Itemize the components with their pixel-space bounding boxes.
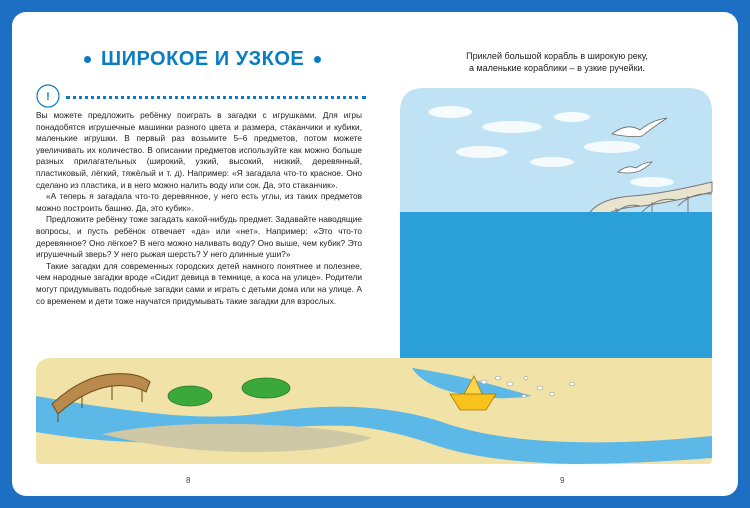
wide-river — [400, 212, 712, 358]
task-caption — [452, 50, 662, 74]
page-number-right: 9 — [560, 476, 565, 485]
book-spread — [12, 12, 738, 496]
paragraph: «А теперь я загадала что-то деревянное, у него есть углы, из таких предметов можно построить башню. Да, это кубик». — [36, 191, 362, 213]
body-text — [36, 110, 362, 307]
title-bullet-right — [314, 56, 321, 63]
paragraph: Такие загадки для современных городских детей намного понятнее и полезнее, чем народные загадки вроде «Сидит девица в темнице, а коса на улице». Родители могут придумывать подобные загадки сами и играть с детьми дома или на улице. А со временем и дети тоже научатся придумывать такие загадки для взрослых. — [36, 260, 362, 306]
svg-text:!: ! — [46, 91, 50, 103]
for-adults-badge-icon — [36, 84, 60, 108]
dotted-divider — [66, 96, 366, 99]
page-title-row — [84, 48, 321, 71]
title-bullet-left — [84, 56, 91, 63]
paragraph: Вы можете предложить ребёнку поиграть в загадки с игрушками. Для игры понадобятся игрушечные машинки разного цвета и размера, стаканчики и кубики, маленькие игрушки. В первый раз возьмите 5–6 предметов, потом можете увеличивать их количество. В описании предметов используйте как можно больше разных прилагательных (широкий, узкий, высокий, низкий, деревянный, пластиковый, лёгкий, тяжёлый и т. д). Например: «Я загадала что-то красное. Оно сделано из пластика, и в него можно налить воду или сок. Да, это стаканчик». — [36, 110, 362, 190]
paragraph: Предложите ребёнку тоже загадать какой-нибудь предмет. Задавайте наводящие вопросы, и пусть ребёнок отвечает «да» или «нет». Например: «Это что-то деревянное? Оно лёгкое? В него можно наливать воду? Оно выше, чем кубик? Это игрушечный зверь? У него рыжая шерсть? У него длинные уши?» — [36, 214, 362, 260]
page-title: ШИРОКОЕ И УЗКОЕ — [101, 48, 305, 70]
page-number-left: 8 — [186, 476, 191, 485]
caption-line: а маленькие кораблики – в узкие ручейки. — [468, 63, 646, 73]
caption-line: Приклей большой корабль в широкую реку, — [466, 51, 648, 61]
